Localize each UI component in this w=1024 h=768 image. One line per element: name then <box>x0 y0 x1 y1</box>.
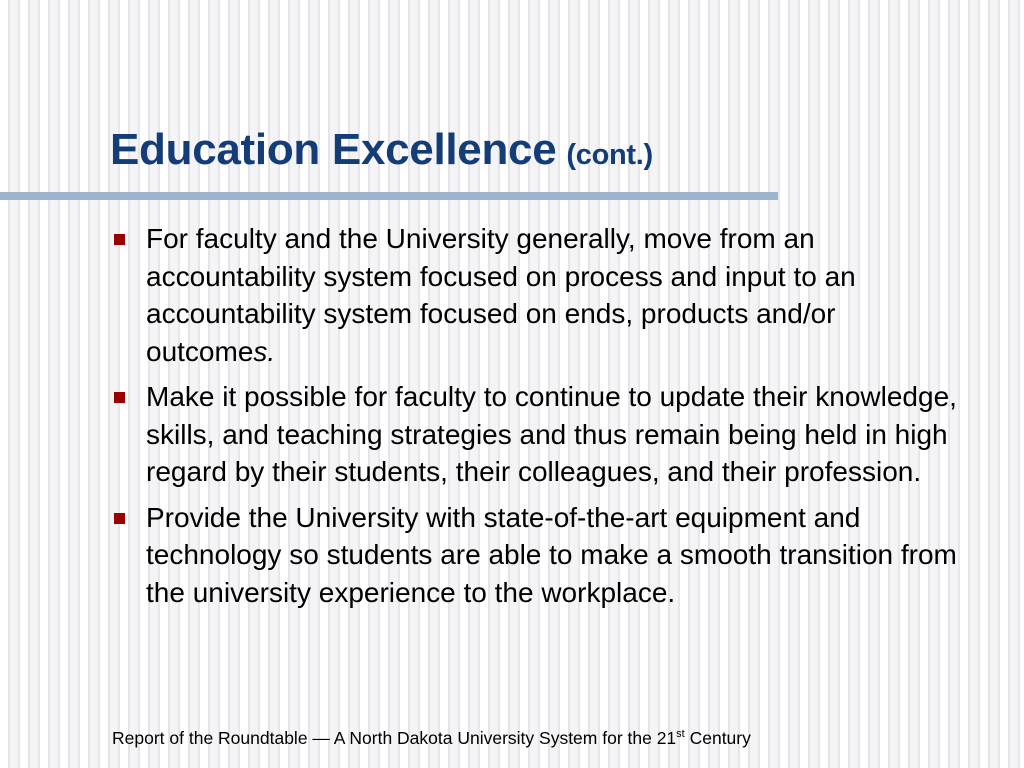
bullet-text: Make it possible for faculty to continue to update their knowledge, skills, and teaching strategies and thus remain being held in high regard by their students, their colleagues, and their profession. <box>146 381 957 487</box>
footer-text: Report of the Roundtable — A North Dakota University System for the 21 <box>112 728 677 748</box>
bullet-text <box>146 223 856 367</box>
footer-superscript: st <box>676 728 685 740</box>
bullet-item <box>112 220 972 370</box>
slide-title <box>110 124 653 181</box>
bullet-item <box>112 378 972 491</box>
title-divider <box>0 192 778 200</box>
slide-title-main: Education Excellence <box>110 125 557 174</box>
footer-tail: Century <box>684 728 751 748</box>
square-bullet-icon <box>114 234 125 245</box>
bullet-item <box>112 499 972 612</box>
bullet-text-body: For faculty and the University generally, move from an accountability system focused on process and input to an accountability system focused on ends, products and/or outcome <box>146 223 856 367</box>
slide-footer <box>112 728 751 749</box>
bullet-text-italic-tail: s. <box>253 335 276 367</box>
slide-title-suffix: (cont.) <box>566 139 653 171</box>
square-bullet-icon <box>114 392 125 403</box>
bullet-text: Provide the University with state-of-the-art equipment and technology so students are able to make a smooth transition from the university experience to the workplace. <box>146 501 957 608</box>
bullet-list <box>112 220 972 619</box>
square-bullet-icon <box>114 513 125 524</box>
